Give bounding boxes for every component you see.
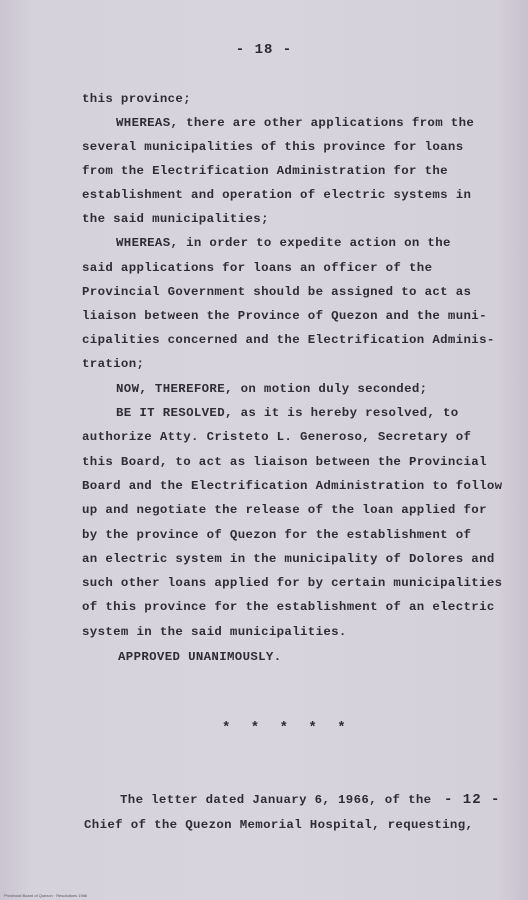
text-line: APPROVED UNANIMOUSLY. <box>118 650 282 664</box>
footer-credit: Provincial Board of Quezon · Resolutions 1966 <box>4 893 88 898</box>
text-line: of this province for the establishment of an electric <box>82 600 495 614</box>
text-line: authorize Atty. Cristeto L. Generoso, Secretary of <box>82 430 472 444</box>
text-line: BE IT RESOLVED, as it is hereby resolved, to <box>116 406 459 420</box>
text-line: up and negotiate the release of the loan applied for <box>82 503 487 517</box>
text-line: The letter dated January 6, 1966, of the <box>120 793 432 807</box>
text-line: Chief of the Quezon Memorial Hospital, requesting, <box>84 818 474 832</box>
text-line: an electric system in the municipality of Dolores and <box>82 552 495 566</box>
text-line: Provincial Government should be assigned to act as <box>82 285 472 299</box>
text-line: said applications for loans an officer of the <box>82 261 433 275</box>
section-separator: * * * * * <box>222 720 352 736</box>
text-line: by the province of Quezon for the establishment of <box>82 528 472 542</box>
text-line: Board and the Electrification Administration to follow <box>82 479 503 493</box>
text-line: such other loans applied for by certain municipalities <box>82 576 503 590</box>
text-line: the said municipalities; <box>82 212 269 226</box>
side-page-number: - 12 - <box>444 792 501 808</box>
text-line: this Board, to act as liaison between the Provincial <box>82 455 487 469</box>
text-line: several municipalities of this province for loans <box>82 140 464 154</box>
text-line: WHEREAS, in order to expedite action on the <box>116 236 451 250</box>
text-line: system in the said municipalities. <box>82 625 347 639</box>
text-line: cipalities concerned and the Electrification Adminis- <box>82 333 495 347</box>
text-line: NOW, THEREFORE, on motion duly seconded; <box>116 382 428 396</box>
text-line: this province; <box>82 92 191 106</box>
text-line: WHEREAS, there are other applications from the <box>116 116 475 130</box>
page-number: - 18 - <box>235 42 293 58</box>
text-line: liaison between the Province of Quezon and the muni- <box>82 309 487 323</box>
text-line: from the Electrification Administration for the <box>82 164 448 178</box>
text-line: establishment and operation of electric systems in <box>82 188 472 202</box>
text-line: tration; <box>82 357 145 371</box>
